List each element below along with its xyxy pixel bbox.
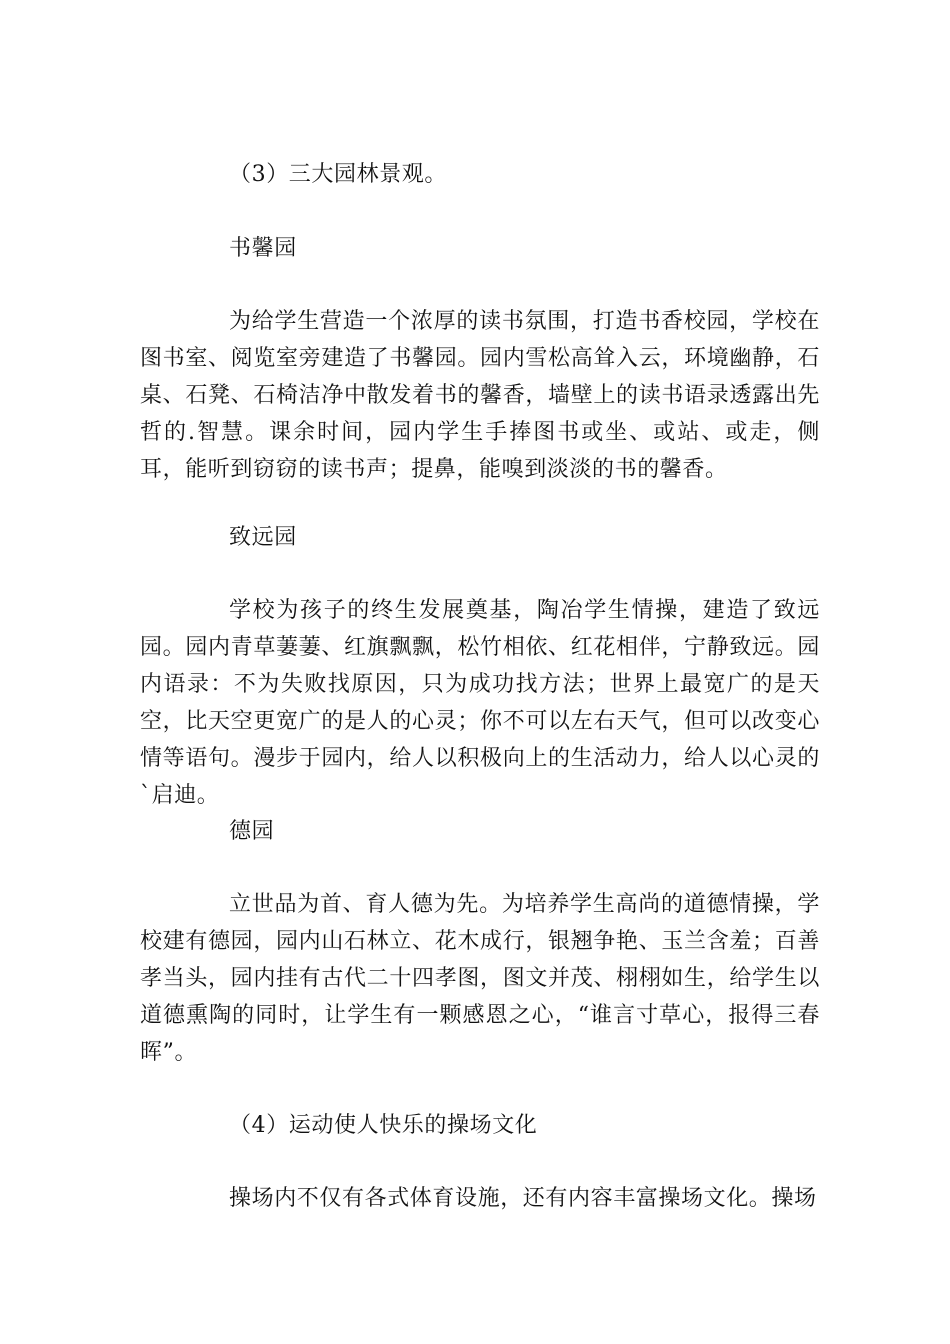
- paragraph-zhiyuan: 学校为孩子的终生发展奠基，陶冶学生情操，建造了致远园。园内青草萋萋、红旗飘飘，松竹相依、红花相伴，宁静致远。园内语录：不为失败找原因，只为成功找方法；世界上最宽广的是天空，比天空更宽广的是人的心灵；你不可以左右天气，但可以改变心情等语句。漫步于园内，给人以积极向上的生活动力，给人以心灵的`启迪。: [140, 598, 820, 808]
- garden-title-shuxin: 书馨园: [229, 236, 297, 261]
- section-heading-4: （4）运动使人快乐的操场文化: [229, 1113, 538, 1138]
- garden-title-deyuan: 德园: [229, 819, 275, 844]
- paragraph-playground: 操场内不仅有各式体育设施，还有内容丰富操场文化。操场: [229, 1186, 817, 1211]
- section-heading-3: （3）三大园林景观。: [229, 162, 447, 187]
- paragraph-deyuan: 立世品为首、育人德为先。为培养学生高尚的道德情操，学校建有德园，园内山石林立、花木成行，银翘争艳、玉兰含羞；百善孝当头，园内挂有古代二十四孝图，图文并茂、栩栩如生，给学生以道德熏陶的同时，让学生有一颗感恩之心，“谁言寸草心，报得三春晖”。: [140, 892, 820, 1065]
- garden-title-zhiyuan: 致远园: [229, 525, 297, 550]
- paragraph-shuxin: 为给学生营造一个浓厚的读书氛围，打造书香校园，学校在图书室、阅览室旁建造了书馨园。园内雪松高耸入云，环境幽静，石桌、石凳、石椅洁净中散发着书的馨香，墙壁上的读书语录透露出先哲的.智慧。课余时间，园内学生手捧图书或坐、或站、或走，侧耳，能听到窃窃的读书声；提鼻，能嗅到淡淡的书的馨香。: [140, 309, 820, 482]
